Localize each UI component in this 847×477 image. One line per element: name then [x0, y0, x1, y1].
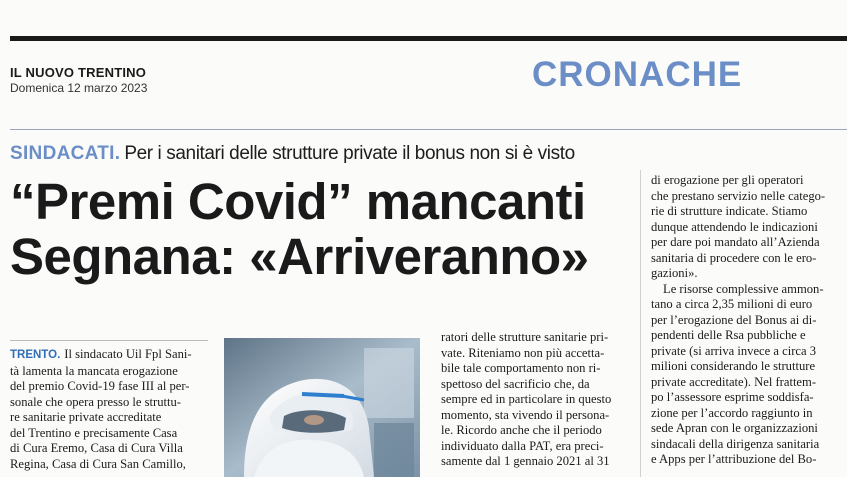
text-line: sempre ed in particolare in questo — [441, 392, 612, 406]
column-1-text — [10, 347, 208, 472]
text-line: di erogazione per gli operatori — [651, 173, 804, 187]
text-line: milioni considerando le strutture — [651, 359, 816, 373]
article-column-4 — [651, 173, 847, 468]
text-line: re sanitarie private accreditate — [10, 410, 162, 424]
text-line: di Cura Eremo, Casa di Cura Villa — [10, 441, 183, 455]
text-line: individuato dalla PAT, era preci- — [441, 438, 604, 453]
text-line: del Trentino e precisamente Casa — [10, 425, 178, 440]
article-photo — [224, 338, 420, 477]
column-divider — [640, 170, 641, 477]
column-4-paragraph-1 — [651, 173, 847, 282]
section-divider — [10, 129, 847, 130]
text-line: che prestano servizio nelle catego- — [651, 188, 826, 203]
text-line: momento, sta vivendo il persona- — [441, 407, 610, 422]
text-line: sonale che opera presso le struttu- — [10, 394, 182, 409]
text-line: pendenti delle Rsa pubbliche e — [651, 328, 806, 342]
text-line: e Apps per l’attribuzione del Bo- — [651, 452, 817, 466]
kicker-text: Per i sanitari delle strutture private il bonus non si è visto — [124, 143, 575, 164]
publication-date: Domenica 12 marzo 2023 — [10, 81, 148, 95]
text-line: Il sindacato Uil Fpl Sani- — [64, 347, 192, 361]
headline-line-1: “Premi Covid” mancanti — [10, 173, 586, 230]
text-line: del premio Covid-19 fase III al per- — [10, 379, 190, 393]
text-line: tano a circa 2,35 milioni di euro — [651, 297, 813, 311]
text-line: Le risorse complessive ammon- — [663, 281, 824, 296]
text-line: Regina, Casa di Cura San Camillo, — [10, 456, 186, 471]
text-line: spettoso del sacrificio che, da — [441, 376, 590, 391]
text-line: zione per l’accordo raggiunto in — [651, 405, 813, 420]
text-line: sindacali della dirigenza sanitaria — [651, 436, 820, 451]
healthcare-worker-photo — [224, 338, 420, 477]
text-line: gazioni». — [651, 266, 698, 280]
headline — [10, 174, 589, 284]
dateline: TRENTO. — [10, 349, 61, 361]
text-line: rie di strutture indicate. Stiamo — [651, 204, 808, 218]
masthead-rule — [10, 36, 847, 41]
text-line: po l’assessore esprime soddisfa- — [651, 390, 814, 404]
text-line: vate. Riteniamo non più accetta- — [441, 345, 605, 360]
text-line: sede Apran con le organizzazioni — [651, 421, 818, 435]
text-line: private (si arriva invece a circa 3 — [651, 343, 817, 358]
text-line: dunque attendendo le indicazioni — [651, 219, 818, 234]
text-line: bile tale comportamento non ri- — [441, 361, 601, 375]
column-1-body — [10, 347, 192, 471]
column-3-body — [441, 330, 634, 470]
article-column-1 — [10, 347, 208, 472]
publication-name: IL NUOVO TRENTINO — [10, 65, 147, 80]
text-line: le. Ricordo anche che il periodo — [441, 423, 602, 437]
text-line: per l’erogazione del Bonus ai di- — [651, 312, 817, 327]
text-line: samente dal 1 gennaio 2021 al 31 — [441, 454, 610, 468]
kicker-tag: SINDACATI. — [10, 143, 121, 164]
headline-line-2: Segnana: «Arriveranno» — [10, 228, 589, 285]
text-line: per dare poi mandato all’Azienda — [651, 235, 820, 249]
column-rule — [10, 340, 208, 341]
article-column-3 — [441, 330, 634, 470]
column-4-paragraph-2 — [651, 282, 847, 468]
kicker — [10, 143, 575, 165]
text-line: private accreditate). Nel frattem- — [651, 374, 817, 389]
section-title: CRONACHE — [532, 55, 743, 94]
text-line: ratori delle strutture sanitarie pri- — [441, 330, 609, 344]
text-line: tà lamenta la mancata erogazione — [10, 363, 178, 378]
text-line: sanitaria di procedere con le ero- — [651, 250, 817, 265]
